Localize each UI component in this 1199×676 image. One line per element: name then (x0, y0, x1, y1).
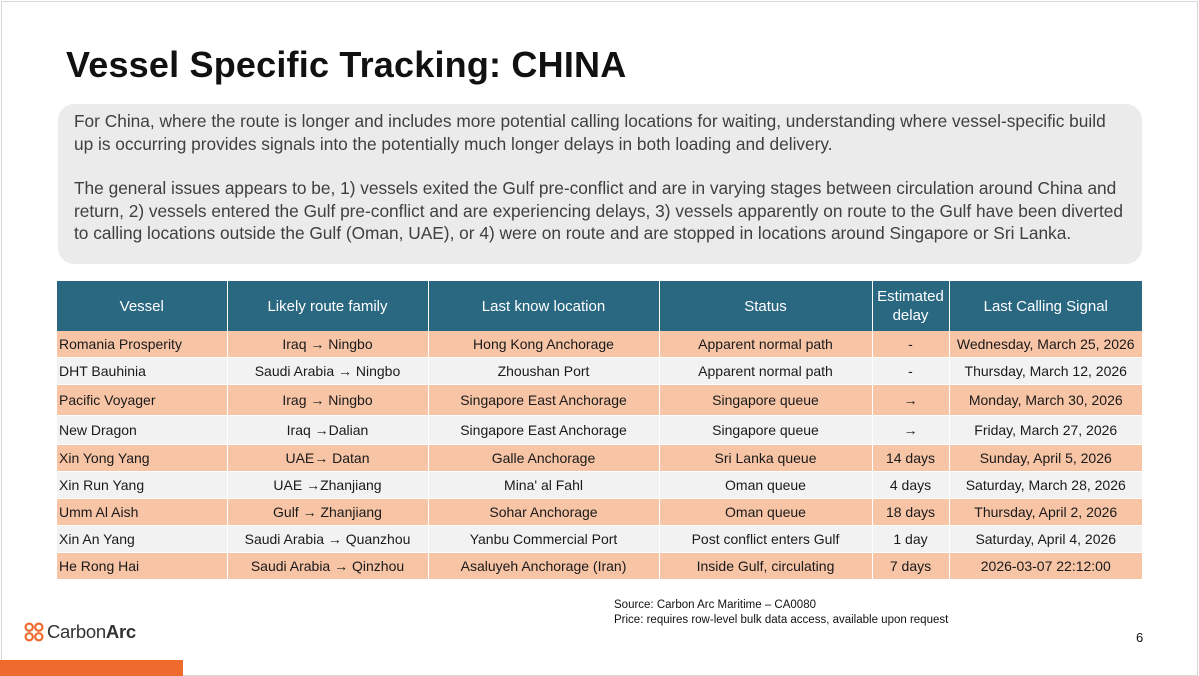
cell-delay: → (872, 385, 949, 416)
cell-status: Apparent normal path (659, 358, 872, 385)
cell-signal: Thursday, March 12, 2026 (949, 358, 1142, 385)
header-route-family: Likely route family (227, 281, 428, 331)
header-estimated-delay: Estimated delay (872, 281, 949, 331)
carbon-arc-mark-icon (24, 622, 44, 642)
header-status: Status (659, 281, 872, 331)
table-row (57, 331, 1142, 358)
cell-vessel: Pacific Voyager (57, 385, 227, 416)
table-header-row (57, 281, 1142, 331)
table-row (57, 499, 1142, 526)
cell-delay: - (872, 331, 949, 358)
cell-status: Singapore queue (659, 416, 872, 445)
source-line: Source: Carbon Arc Maritime – CA0080 (614, 599, 816, 611)
cell-route: Irag → Ningbo (227, 385, 428, 416)
cell-location: Mina' al Fahl (428, 472, 659, 499)
logo-word-carbon: Carbon (47, 621, 106, 642)
cell-route: Iraq → Ningbo (227, 331, 428, 358)
cell-location: Zhoushan Port (428, 358, 659, 385)
cell-location: Singapore East Anchorage (428, 385, 659, 416)
cell-delay: 18 days (872, 499, 949, 526)
cell-signal: Saturday, April 4, 2026 (949, 526, 1142, 553)
cell-route: Saudi Arabia → Qinzhou (227, 553, 428, 580)
cell-status: Oman queue (659, 499, 872, 526)
cell-status: Sri Lanka queue (659, 445, 872, 472)
cell-delay: 1 day (872, 526, 949, 553)
table-row (57, 416, 1142, 445)
vessel-tracking-table (57, 281, 1142, 580)
brand-accent-bar (0, 660, 183, 676)
cell-vessel: New Dragon (57, 416, 227, 445)
page-number: 6 (1136, 630, 1144, 645)
table-row (57, 385, 1142, 416)
cell-vessel: He Rong Hai (57, 553, 227, 580)
header-last-location: Last know location (428, 281, 659, 331)
cell-route: UAE→ Datan (227, 445, 428, 472)
cell-signal: Sunday, April 5, 2026 (949, 445, 1142, 472)
cell-status: Apparent normal path (659, 331, 872, 358)
cell-signal: Wednesday, March 25, 2026 (949, 331, 1142, 358)
cell-signal: Saturday, March 28, 2026 (949, 472, 1142, 499)
cell-delay: → (872, 416, 949, 445)
logo-wordmark (47, 621, 136, 643)
cell-delay: 7 days (872, 553, 949, 580)
cell-location: Singapore East Anchorage (428, 416, 659, 445)
summary-callout (58, 104, 1142, 264)
cell-location: Sohar Anchorage (428, 499, 659, 526)
cell-vessel: Xin Run Yang (57, 472, 227, 499)
cell-delay: - (872, 358, 949, 385)
cell-status: Oman queue (659, 472, 872, 499)
cell-signal: 2026-03-07 22:12:00 (949, 553, 1142, 580)
cell-delay: 14 days (872, 445, 949, 472)
cell-signal: Monday, March 30, 2026 (949, 385, 1142, 416)
cell-location: Galle Anchorage (428, 445, 659, 472)
cell-route: UAE →Zhanjiang (227, 472, 428, 499)
cell-status: Singapore queue (659, 385, 872, 416)
cell-vessel: Xin An Yang (57, 526, 227, 553)
carbon-arc-logo (24, 621, 136, 643)
cell-vessel: Xin Yong Yang (57, 445, 227, 472)
cell-status: Inside Gulf, circulating (659, 553, 872, 580)
cell-signal: Friday, March 27, 2026 (949, 416, 1142, 445)
cell-vessel: DHT Bauhinia (57, 358, 227, 385)
price-line: Price: requires row-level bulk data access, available upon request (614, 614, 949, 626)
cell-location: Asaluyeh Anchorage (Iran) (428, 553, 659, 580)
table-row (57, 553, 1142, 580)
cell-delay: 4 days (872, 472, 949, 499)
header-last-calling-signal: Last Calling Signal (949, 281, 1142, 331)
cell-vessel: Umm Al Aish (57, 499, 227, 526)
cell-vessel: Romania Prosperity (57, 331, 227, 358)
cell-signal: Thursday, April 2, 2026 (949, 499, 1142, 526)
cell-route: Saudi Arabia → Quanzhou (227, 526, 428, 553)
logo-word-arc: Arc (105, 621, 136, 642)
cell-status: Post conflict enters Gulf (659, 526, 872, 553)
header-vessel: Vessel (57, 281, 227, 331)
cell-route: Gulf → Zhanjiang (227, 499, 428, 526)
table-row (57, 526, 1142, 553)
cell-route: Saudi Arabia → Ningbo (227, 358, 428, 385)
source-note (614, 598, 948, 628)
callout-paragraph-2: The general issues appears to be, 1) vessels exited the Gulf pre-conflict and are in varying stages between circulation around China and return, 2) vessels entered the Gulf pre-conflict and are experiencing delays, 3) vessels apparently on route to the Gulf have been diverted to calling locations outside the Gulf (Oman, UAE), or 4) were on route and are stopped in locations around Singapore or Sri Lanka. (74, 178, 1123, 243)
table-row (57, 445, 1142, 472)
slide-title: Vessel Specific Tracking: CHINA (66, 44, 627, 85)
cell-route: Iraq →Dalian (227, 416, 428, 445)
callout-paragraph-1: For China, where the route is longer and includes more potential calling locations for waiting, understanding where vessel-specific build up is occurring provides signals into the potentially much longer delays in both loading and delivery. (74, 111, 1106, 154)
table-row (57, 472, 1142, 499)
table-row (57, 358, 1142, 385)
cell-location: Yanbu Commercial Port (428, 526, 659, 553)
cell-location: Hong Kong Anchorage (428, 331, 659, 358)
